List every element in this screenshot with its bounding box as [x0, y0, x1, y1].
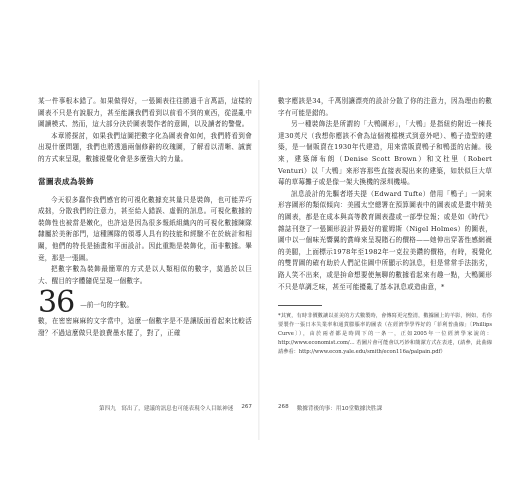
right-paragraph-3: 訊息設計的先驅者塔夫提（Edward Tufte）借用「鴨子」一詞來形容圖形的類似傾向：美國太空總署在預算圖表中的圖表或是畫中精美的圖表，都是在成本與高等教育圖表盡或一部學位報；或是如《時代》雜誌刊登了一張圖形設計界最好的霍姆斯（Nigel Holmes）的圖表，圖中以一個味光響翼的賞峰來呈現賭石的價格——她伸出穿著性感網襪的美腿，上面標示1978年至1982年一克拉美鑽的價格，有時，視覺化的雙胃圖的確有助於人們記住圖中所顯示的訊息，但是常常手法拙劣，路人笑不出來，或是拚命想要使無聊的數據看起來有趣一點，大鴨圖形不只是草調乏味，甚至可能擾亂了基本訊息或造曲意，* — [278, 189, 492, 291]
left-paragraph-4: 把數字數為裝飾最簡單的方式是以人類相似的數字，莫過於以巨大、醒目的字體隨促呈現一個數字。 — [38, 265, 252, 285]
left-paragraph-3: 今天很多蠢作我們感官的可視化數據充其量只是裝飾，也可能弄巧成拙，分散我們的注意力，甚至給人錯誤、虛假的訊息。可視化數據的裝飾性也被當是嫩化，也許這是因為很多報紙組織內的可視化數據陳隊隸屬於美術部門，這種團隊的領導人具有的技能和經驗不在於統計和相關，他們的特長是插畫和平面設計。因此重點是裝飾化，而非數據。畢竟，那是一張圖。 — [38, 195, 252, 262]
left-running-title: 第四九 寫出了，建議的訊息也可能表現令人目眩神迷 — [99, 406, 234, 412]
section-heading: 當圖表成為裝飾 — [38, 176, 94, 186]
footnote-rule — [278, 305, 322, 306]
right-footer — [278, 404, 492, 412]
left-footer — [38, 404, 252, 412]
left-page-number: 267 — [241, 404, 252, 410]
big-number-callout — [38, 285, 252, 321]
right-page — [278, 96, 492, 362]
big-number: 36 — [38, 285, 75, 321]
right-running-title: 數據背後的事：用10堂數據決胜課 — [296, 406, 383, 412]
right-paragraph-1: 數字應該是34，千萬別讓漂亮的設計分散了你的注意力，因為理由的數字有可能是錯的。 — [278, 97, 492, 117]
left-paragraph-5: 數，在密密麻麻的文字當中，這麼一個數字是不是讓版面看起來比較活潑？不過這麼做只是浪費墨水罷了，對了，正確 — [38, 317, 252, 337]
left-page — [38, 96, 252, 340]
left-paragraph-1: 某一件事根本錯了。如果做得好，一張圖表往往勝過千言萬語，這樣的圖表不只是有說服力，甚至能讓我們看到以前看不到的東西，從混亂中圖讀模式、然而，這大部分決於圖表製作者的意圖，以及讀者的警覺。 — [38, 97, 252, 129]
big-number-caption: —前一句的字數。 — [80, 301, 133, 310]
left-paragraph-2: 本章將探討，如果我們這圖把數字化為圖表會如何，我們將看到會出現什麼問題，我們也將透過兩個修辭的玫瑰圖，了解看以清晰、誠實的方式來呈現，數據視覺化會是多麼強大的力量。 — [38, 131, 252, 163]
footnote: *其實，有時非價數讓以並美的方式數製時，會傳寫更完整清，數據圖上的羊影，例如，若你要製作一張日本失業率和通貨膨脹率的圖表（在經濟學學界好的「菲利普曲線」〔Phillips Curve〕），由於兩者都是時間下的一条一，正如2005年一位經濟學家說的：http://www.economist.com/... 若圖片會可能會以巧妙和簡潔方式在表達，(請參，此曲線請參看：http://www.econ.yale.edu/smith/econ116a/palpain.pdf） — [278, 313, 492, 356]
right-page-number: 268 — [278, 404, 289, 410]
right-paragraph-2: 另一種裝飾法是所謂的「大鴨圖形」，「大鴨」是指紐約附近一棟長達30英尺（我想你應該不會為這個複檔模式到意外吧）、鴨子造型的建築，是一個販賣在1930年代建造，用來當販賣鴨子和鴨蛋的店鋪。後來，建築師布朗（Denise Scott Brown）和文杜里（Robert Venturi）以「大鴨」來形容那些直接表現出來的建築，如狀似巨大草莓的草莓攤子或是像一架大換機的深圳機場。 — [278, 120, 492, 187]
book-gutter — [258, 80, 260, 440]
